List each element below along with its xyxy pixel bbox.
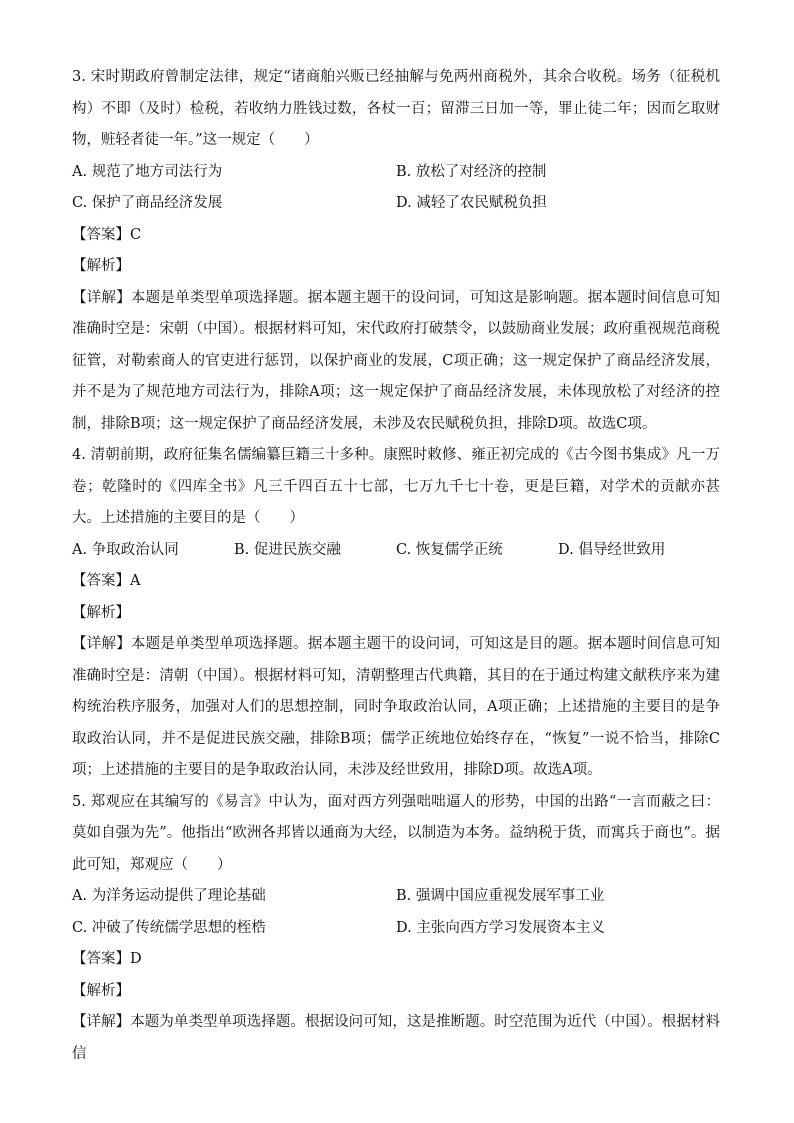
option-b: B. 放松了对经济的控制 (396, 163, 547, 180)
question-3 (72, 62, 720, 440)
option-d: D. 倡导经世致用 (558, 541, 666, 558)
option-c: C. 恢复儒学正统 (396, 541, 503, 558)
option-d: D. 主张向西方学习发展资本主义 (396, 919, 605, 936)
question-stem: 5. 郑观应在其编写的《易言》中认为，面对西方列强咄咄逼人的形势，中国的出路“一言而蔽之曰：莫如自强为先”。他指出“欧洲各邦皆以通商为大经，以制造为本务。益纳税于货，而寓兵于商也”。据此可知，郑观应（ ） (72, 793, 720, 873)
option-a: A. 争取政治认同 (72, 541, 179, 558)
question-5 (72, 787, 720, 1071)
detail-explanation: 【详解】本题是单类型单项选择题。据本题主题干的设问词，可知这是影响题。据本题时间信息可知准确时空是：宋朝（中国）。根据材料可知，宋代政府打破禁令，以鼓励商业发展；政府重视规范商税征管，对勒索商人的官吏进行惩罚，以保护商业的发展，C项正确；这一规定保护了商品经济发展，并不是为了规范地方司法行为，排除A项；这一规定保护了商品经济发展，未体现放松了对经济的控制，排除B项；这一规定保护了商品经济发展，未涉及农民赋税负担，排除D项。故选C项。 (72, 289, 720, 432)
question-stem: 4. 清朝前期，政府征集名儒编纂巨籍三十多种。康熙时敕修、雍正初完成的《古今图书集成》凡一万卷；乾隆时的《四库全书》凡三千四百五十七部，七万九千七十卷，更是巨籍，对学术的贡献亦甚大。上述措施的主要目的是（ ） (72, 447, 720, 526)
option-list (72, 157, 720, 220)
option-list (72, 535, 720, 567)
analysis-label: 【解析】 (72, 604, 130, 621)
option-b: B. 促进民族交融 (234, 541, 341, 558)
option-c: C. 冲破了传统儒学思想的桎梏 (72, 919, 266, 936)
option-d: D. 减轻了农民赋税负担 (396, 195, 547, 211)
detail-explanation: 【详解】本题是单类型单项选择题。据本题主题干的设问词，可知这是目的题。据本题时间信息可知准确时空是：清朝（中国）。根据材料可知，清朝整理古代典籍，其目的在于通过构建文献秩序来为建构统治秩序服务，加强对人们的思想控制，同时争取政治认同，A项正确；上述措施的主要目的是争取政治认同，并不是促进民族交融，排除B项；儒学正统地位始终存在，“恢复”一说不恰当，排除C项；上述措施的主要目的是争取政治认同，未涉及经世致用，排除D项。故选A项。 (72, 636, 720, 778)
detail-explanation: 【详解】本题为单类型单项选择题。根据设问可知，这是推断题。时空范围为近代（中国）。根据材料信 (72, 1014, 720, 1062)
answer-label: 【答案】D (72, 951, 142, 967)
question-4 (72, 440, 720, 787)
analysis-label: 【解析】 (72, 982, 130, 999)
option-a: A. 规范了地方司法行为 (72, 163, 223, 180)
answer-label: 【答案】A (72, 573, 141, 589)
analysis-label: 【解析】 (72, 258, 130, 274)
answer-label: 【答案】C (72, 226, 142, 243)
question-stem: 3. 宋时期政府曾制定法律，规定“诸商舶兴贩已经抽解与免两州商税外，其余合收税。场务（征税机构）不即（及时）检税，若收纳力胜钱过数，各杖一百；留滞三日加一等，罪止徒二年；因而乞取财物，赃轻者徒一年。”这一规定（ ） (72, 69, 720, 148)
option-b: B. 强调中国应重视发展军事工业 (396, 888, 605, 904)
option-list (72, 881, 720, 944)
option-c: C. 保护了商品经济发展 (72, 195, 223, 211)
option-a: A. 为洋务运动提供了理论基础 (72, 888, 266, 904)
